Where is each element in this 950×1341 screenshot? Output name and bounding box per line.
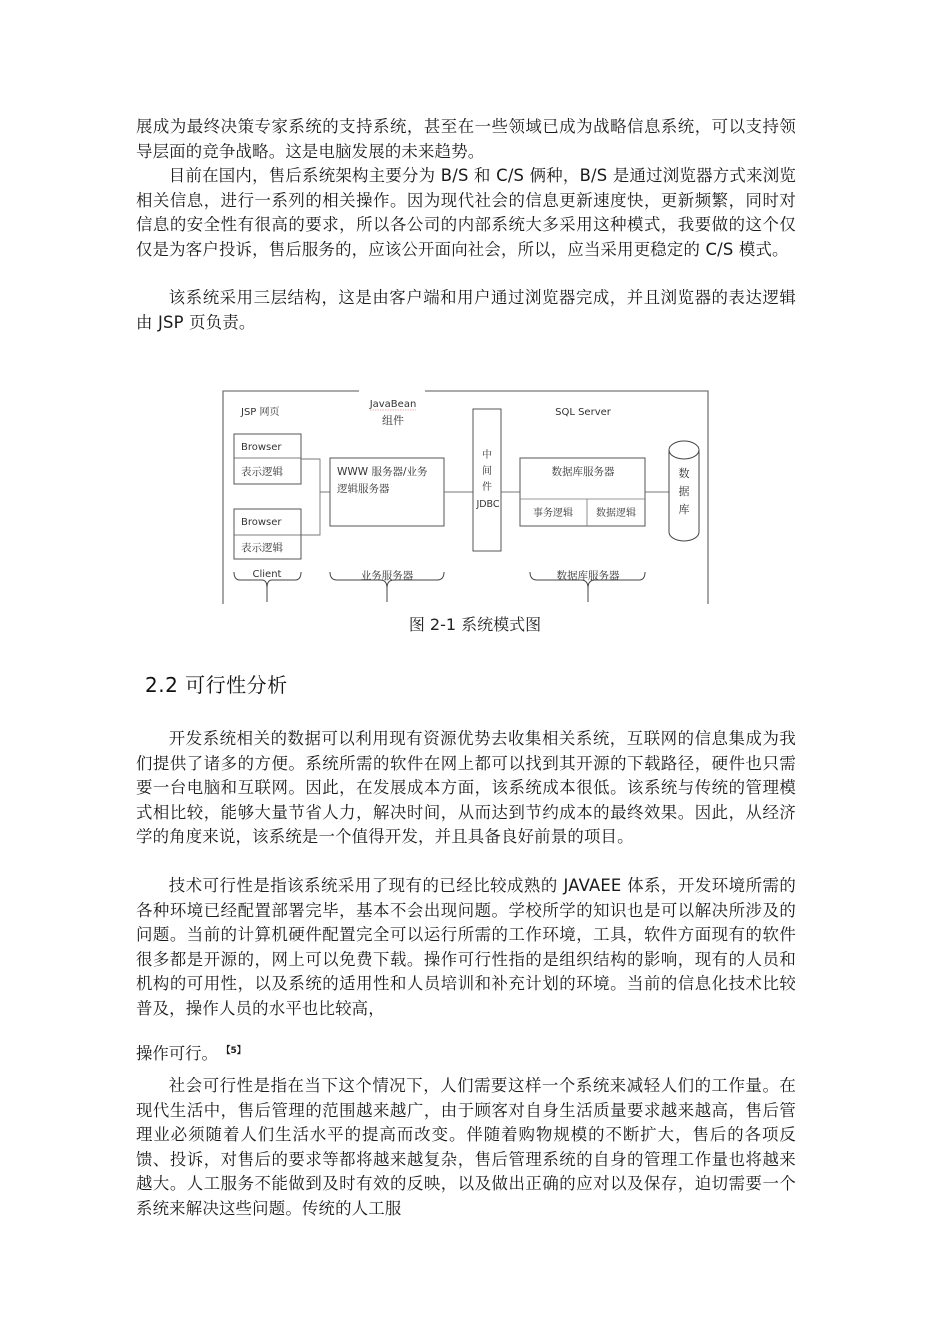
paragraph-three-tier: 该系统采用三层结构，这是由客户端和用户通过浏览器完成，并且浏览器的表达逻辑由 JSP 页负责。 bbox=[136, 288, 796, 332]
database-char-1: 数 bbox=[678, 467, 690, 480]
javabean-label: JavaBean bbox=[369, 399, 417, 410]
section-heading: 2.2 可行性分析 bbox=[145, 673, 288, 697]
jsp-label: JSP 网页 bbox=[241, 407, 280, 418]
paragraph-intro: 展成为最终决策专家系统的支持系统，甚至在一些领域已成为战略信息系统，可以支持领导层面的竞争战略。这是电脑发展的未来趋势。 bbox=[136, 117, 796, 161]
client-connector bbox=[301, 459, 330, 535]
db-server-label: 数据库服务器 bbox=[551, 466, 615, 478]
paragraph-technical-feasibility: 技术可行性是指该系统采用了现有的已经比较成熟的 JAVAEE 体系，开发环境所需的各种环境已经配置部署完毕，基本不会出现问题。学校所学的知识也是可以解决所涉及的问题。当前的计算机硬件配置完全可以运行所需的工作环境，工具，软件方面现有的软件很多都是开源的，网上可以免费下载。操作可行性指的是组织结构的影响，现有的人员和机构的可用性，以及系统的适用性和人员培训和补充计划的环境。当前的信息化技术比较普及，操作人员的水平也比较高， bbox=[136, 876, 796, 1018]
paragraph-social-feasibility: 社会可行性是指在当下这个情况下，人们需要这样一个系统来减轻人们的工作量。在现代生活中，售后管理的范围越来越广，由于顾客对自身生活质量要求越来越高，售后管理业必须随着人们生活水平的提高而改变。伴随着购物规模的不断扩大，售后的各项反馈、投诉，对售后的要求等都将越来越复杂，售后管理系统的自身的管理工作量也将越来越大。人工服务不能做到及时有效的反映，以及做出正确的应对以及保存，迫切需要一个系统来解决这些问题。传统的人工服 bbox=[136, 1076, 796, 1218]
sqlserver-label: SQL Server bbox=[555, 407, 611, 418]
browser-1-label: Browser bbox=[241, 442, 282, 453]
paragraph-technical-feasibility-end bbox=[136, 1040, 246, 1064]
jdbc-label: JDBC bbox=[476, 499, 500, 510]
middleware-box bbox=[473, 409, 501, 551]
www-server-line1: WWW 服务器/业务 bbox=[337, 466, 428, 478]
www-server-line2: 逻辑服务器 bbox=[337, 483, 390, 495]
presentation-1-label: 表示逻辑 bbox=[241, 466, 283, 478]
component-label: 组件 bbox=[382, 414, 404, 427]
brace-business-label: 业务服务器 bbox=[360, 570, 414, 582]
middleware-char-1: 中 bbox=[482, 450, 492, 461]
brace-db-label: 数据库服务器 bbox=[556, 570, 620, 582]
paragraph-bs-cs: 目前在国内，售后系统架构主要分为 B/S 和 C/S 俩种，B/S 是通过浏览器方式来浏览相关信息，进行一系列的相关操作。因为现代社会的信息更新速度快，更新频繁，同时对信息的安全性有很高的要求，所以各公司的内部系统大多采用这种模式，我要做的这个仅仅是为客户投诉，售后服务的，应该公开面向社会，所以，应当采用更稳定的 C/S 模式。 bbox=[136, 166, 796, 259]
database-char-2: 据 bbox=[678, 485, 690, 498]
data-logic-label: 数据逻辑 bbox=[596, 508, 636, 519]
transaction-logic-label: 事务逻辑 bbox=[533, 508, 573, 519]
database-char-3: 库 bbox=[678, 503, 690, 516]
middleware-char-3: 件 bbox=[482, 482, 492, 493]
system-architecture-diagram bbox=[215, 382, 715, 607]
paragraph-economic-feasibility: 开发系统相关的数据可以利用现有资源优势去收集相关系统，互联网的信息集成为我们提供了诸多的方便。系统所需的软件在网上都可以找到其开源的下载路径，硬件也只需要一台电脑和互联网。因此，在发展成本方面，该系统成本很低。该系统与传统的管理模式相比较，能够大量节省人力，解决时间，从而达到节约成本的最终效果。因此，从经济学的角度来说，该系统是一个值得开发，并且具备良好前景的项目。 bbox=[136, 729, 796, 846]
citation-reference[interactable]: 【5】 bbox=[225, 1045, 246, 1056]
middleware-char-2: 间 bbox=[482, 466, 492, 477]
presentation-2-label: 表示逻辑 bbox=[241, 542, 283, 554]
technical-feasibility-last-line: 操作可行。 bbox=[136, 1044, 218, 1063]
browser-2-label: Browser bbox=[241, 517, 282, 528]
brace-client-label: Client bbox=[252, 569, 282, 580]
figure-caption: 图 2-1 系统模式图 bbox=[408, 615, 542, 634]
